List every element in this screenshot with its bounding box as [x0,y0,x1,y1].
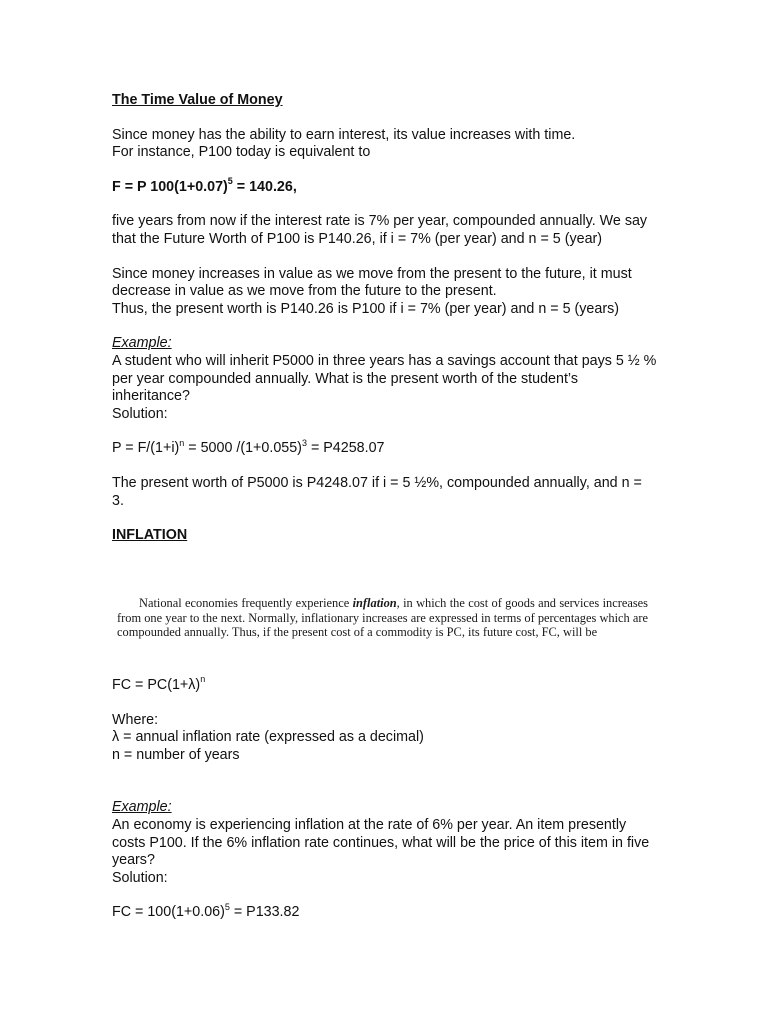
document-body [112,92,657,545]
scanned-textbook-excerpt [117,596,648,640]
scan-emphasis: inflation [352,596,397,610]
example-2-label: Example: [112,799,172,816]
lambda-definition: λ = annual inflation rate (expressed as a decimal) [112,729,424,746]
example-2-problem: An economy is experiencing inflation at the rate of 6% per year. An item presently costs P100. If the 6% inflation rate continues, what will be the price of this item in five years? [112,816,650,869]
example-1-solution-label: Solution: [112,405,168,422]
example-2-solution-label: Solution: [112,869,168,886]
example-1-problem: A student who will inherit P5000 in three years has a savings account that pays 5 ½ % per year compounded annually. What is the present worth of the student’s inheritance? [112,352,657,405]
inflation-heading: INFLATION [112,527,188,544]
where-label: Where: [112,711,159,728]
example-1-answer: The present worth of P5000 is P4248.07 if i = 5 ½%, compounded annually, and n = 3. [112,474,642,509]
inflation-formula: FC = $PC(1+\lambda)^n$ [112,674,206,693]
scan-text-1: National economies frequently experience [139,596,353,610]
scan-text-2: , in which the cost of goods and services increases from one year to the next. Normally, inflationary increases are expressed in terms of percentages which are compounded annually. Thus, if the present cost of a commodity is PC, its future cost, FC, will be [117,596,648,640]
example-2-formula: FC = $100(1+0.06)^5 = P133.82$ [112,901,300,921]
page-title: The Time Value of Money [112,92,283,108]
present-worth-thus: Thus, the present worth is P140.26 is P100 if i = 7% (per year) and n = 5 (years) [112,300,620,317]
example-1-formula: $P = F/(1+i)^n = 5000$ $/(1+0.055)^3 = P4258.07$ [112,437,385,457]
inflation-block [112,674,657,922]
intro-line-2: For instance, P100 today is equivalent to [112,144,371,161]
present-worth-paragraph: Since money increases in value as we move from the present to the future, it must decrease in value as we move from the future to the present. [112,265,632,300]
example-1-label: Example: [112,335,172,352]
future-worth-paragraph: five years from now if the interest rate is 7% per year, compounded annually. We say that the Future Worth of P100 is P140.26, if i = 7% (per year) and n = 5 (year) [112,213,648,247]
intro-line-1: Since money has the ability to earn interest, its value increases with time. [112,126,576,143]
future-worth-formula: F = P $100(1+0.07)^5 = 140.26$, [112,176,297,195]
n-definition: n = number of years [112,746,240,763]
